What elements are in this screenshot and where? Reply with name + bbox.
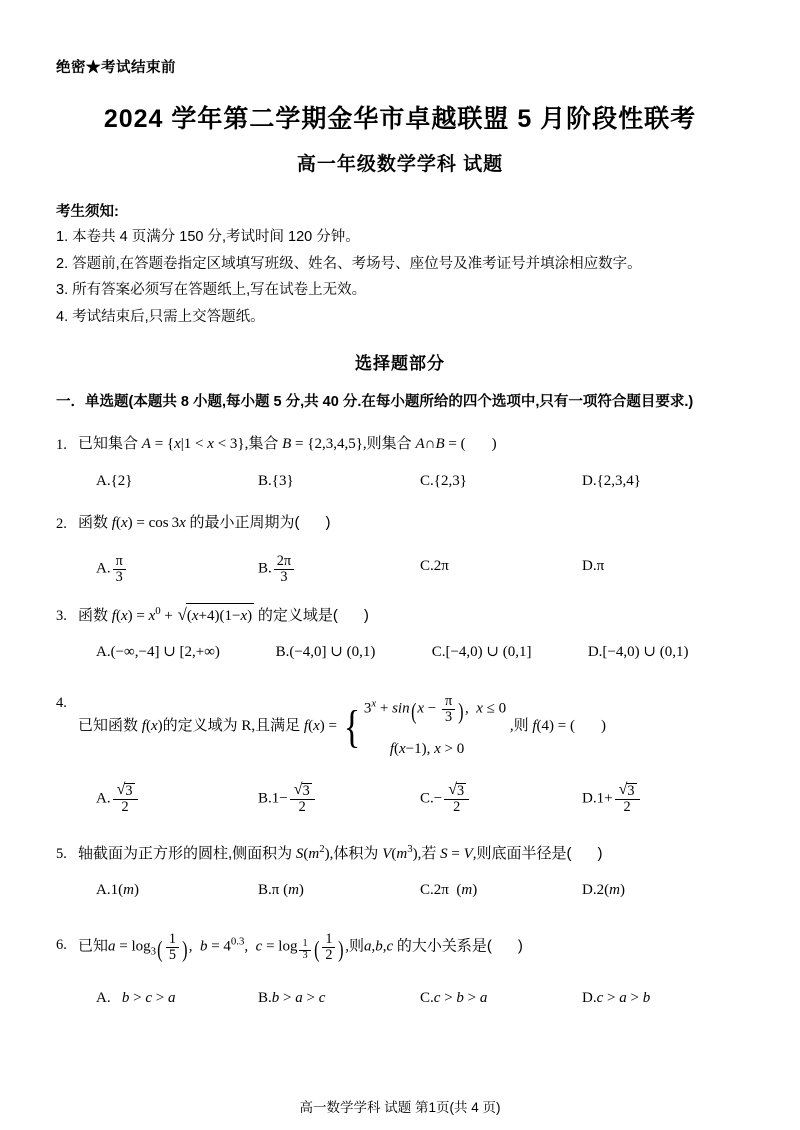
- question-1-options: [56, 469, 744, 493]
- question-number: 1.: [56, 437, 67, 453]
- option-b[interactable]: B.1− √ $\frac{3}{2}$: [258, 783, 420, 815]
- notice-item-2: 2. 答题前,在答题卷指定区域填写班级、姓名、考场号、座位号及准考证号并填涂相应数字。: [56, 255, 642, 272]
- question-stem: 函数 $f(x) = x^0$ + √ (x+4)(1−x) 的定义域是( ): [78, 603, 744, 628]
- question-number: 5.: [56, 846, 67, 863]
- question-number: 4.: [56, 695, 67, 712]
- big-question-heading: 一．单选题(本题共 8 小题,每小题 5 分,共 40 分.在每小题所给的四个选项中,只有一项符合题目要求.): [56, 394, 694, 411]
- option-b[interactable]: B.b > a > c: [258, 989, 326, 1006]
- option-b[interactable]: B. $\frac{2\pi}{3}$: [258, 554, 420, 585]
- option-a[interactable]: A.1(m): [96, 882, 139, 899]
- option-c[interactable]: C.− √ $\frac{3}{2}$: [420, 783, 582, 815]
- option-d[interactable]: D.1+ √ $\frac{3}{2}$: [582, 783, 744, 815]
- option-b[interactable]: B.{3}: [258, 473, 294, 490]
- question-4: [56, 690, 744, 815]
- question-4-options: [56, 783, 744, 815]
- question-stem: 函数 f(x) = cos 3x 的最小正周期为( ): [78, 514, 331, 532]
- option-c[interactable]: C.[−4,0) ∪ (0,1]: [431, 644, 532, 661]
- question-number: 2.: [56, 516, 67, 533]
- option-a[interactable]: A.(−∞,−4] ∪ [2,+∞): [96, 644, 220, 661]
- option-d[interactable]: D.2(m): [582, 882, 625, 899]
- secret-note: 绝密★考试结束前: [56, 60, 176, 76]
- question-6: [56, 932, 744, 1009]
- notice-item-4: 4. 考试结束后,只需上交答题纸。: [56, 308, 265, 325]
- option-b[interactable]: B.π (m): [258, 882, 304, 899]
- page-footer: 高一数学学科 试题 第1页(共 4 页): [299, 1100, 501, 1115]
- question-2: [56, 511, 744, 585]
- question-stem: 已知$a = \log_3$( $\frac{1}{5}$ ), $b = 4^{0.3}$, c = log $_{\frac{1}{3}}$ ( $\frac{1}{2}$ ),则a,b,c 的大小关系是( ): [78, 931, 523, 964]
- option-a[interactable]: A. b > c > a: [96, 989, 176, 1006]
- option-d[interactable]: D.π: [582, 558, 605, 575]
- section-title: 选择题部分: [355, 354, 445, 374]
- option-c[interactable]: C.{2,3}: [420, 473, 467, 490]
- question-6-options: [56, 986, 744, 1010]
- option-d[interactable]: D.c > a > b: [582, 989, 651, 1006]
- notice-item-3: 3. 所有答案必须写在答题纸上,写在试卷上无效。: [56, 282, 367, 299]
- question-number: 6.: [56, 937, 67, 954]
- question-stem: 已知函数 f(x)的定义域为 R,且满足 f(x) = { $3^x + \sin(x$ − $\frac{\pi}{3}$ ), x ≤ 0 f(x−1), x > 0 ,则 f(4) = ( ): [78, 693, 606, 757]
- option-c[interactable]: C.2π (m): [420, 882, 478, 899]
- option-a[interactable]: A. √ $\frac{3}{2}$: [96, 783, 258, 815]
- question-number: 3.: [56, 608, 67, 625]
- option-c[interactable]: C.c > b > a: [420, 989, 488, 1006]
- question-stem: 轴截面为正方形的圆柱,侧面积为 $S(m^2)$,体积为 $V(m^3)$,若 S = V,则底面半径是( ): [78, 843, 603, 863]
- question-5: [56, 841, 744, 902]
- question-3-options: [56, 640, 744, 664]
- option-a[interactable]: A.{2}: [96, 473, 133, 490]
- option-d[interactable]: D.[−4,0) ∪ (0,1): [587, 644, 689, 661]
- page-subtitle: 高一年级数学学科 试题: [296, 154, 504, 175]
- option-d[interactable]: D.{2,3,4}: [582, 473, 641, 490]
- question-stem: 已知集合 A = {x|1 < x < 3},集合 B = {2,3,4,5},则集合 A∩B = ( ): [78, 435, 497, 452]
- option-b[interactable]: B.(−4,0] ∪ (0,1): [275, 644, 376, 661]
- notice-title: 考生须知:: [56, 204, 119, 220]
- page-title: 2024 学年第二学期金华市卓越联盟 5 月阶段性联考: [103, 105, 697, 133]
- question-3: [56, 603, 744, 664]
- question-5-options: [56, 878, 744, 902]
- option-a[interactable]: A. $\frac{\pi}{3}$: [96, 554, 258, 585]
- option-c[interactable]: C.2π: [420, 558, 449, 575]
- question-1: [56, 432, 744, 493]
- notice-item-1: 1. 本卷共 4 页满分 150 分,考试时间 120 分钟。: [56, 229, 360, 245]
- question-2-options: [56, 554, 744, 585]
